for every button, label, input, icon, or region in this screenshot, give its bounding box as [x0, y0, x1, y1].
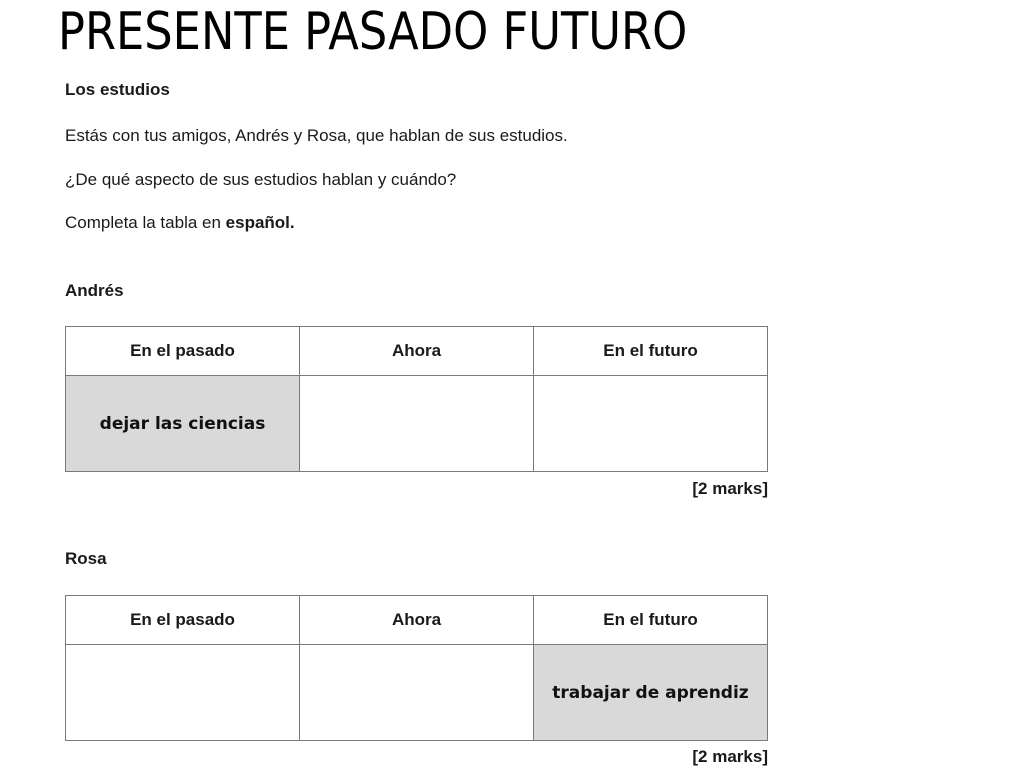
intro-line-1: Estás con tus amigos, Andrés y Rosa, que hablan de sus estudios. — [65, 126, 568, 145]
header-past: En el pasado — [66, 327, 300, 376]
intro-instruction — [65, 213, 295, 233]
rosa-table — [65, 595, 768, 741]
marks-label: [2 marks] — [692, 479, 768, 498]
header-now: Ahora — [300, 596, 534, 645]
cell-now-answer[interactable] — [300, 645, 534, 741]
person-name-andres: Andrés — [65, 281, 124, 300]
marks-label: [2 marks] — [692, 747, 768, 766]
intro-question: ¿De qué aspecto de sus estudios hablan y cuándo? — [65, 170, 457, 189]
table-header-row — [66, 327, 768, 376]
cell-text: trabajar de aprendiz — [552, 682, 749, 703]
cell-future-answer[interactable] — [534, 376, 768, 472]
instruction-language: español. — [225, 213, 295, 232]
person-name-rosa: Rosa — [65, 549, 107, 568]
section-heading: Los estudios — [65, 80, 170, 99]
page-title: PRESENTE PASADO FUTURO — [58, 2, 688, 62]
cell-text: dejar las ciencias — [99, 413, 266, 434]
header-future: En el futuro — [534, 596, 768, 645]
andres-table — [65, 326, 768, 472]
header-future: En el futuro — [534, 327, 768, 376]
cell-past-answer[interactable] — [66, 645, 300, 741]
table-row — [66, 645, 768, 741]
table-header-row — [66, 596, 768, 645]
cell-past-example — [66, 376, 300, 472]
instruction-text: Completa la tabla en — [65, 213, 226, 232]
header-now: Ahora — [300, 327, 534, 376]
table-row — [66, 376, 768, 472]
header-past: En el pasado — [66, 596, 300, 645]
cell-future-example — [534, 645, 768, 741]
cell-now-answer[interactable] — [300, 376, 534, 472]
